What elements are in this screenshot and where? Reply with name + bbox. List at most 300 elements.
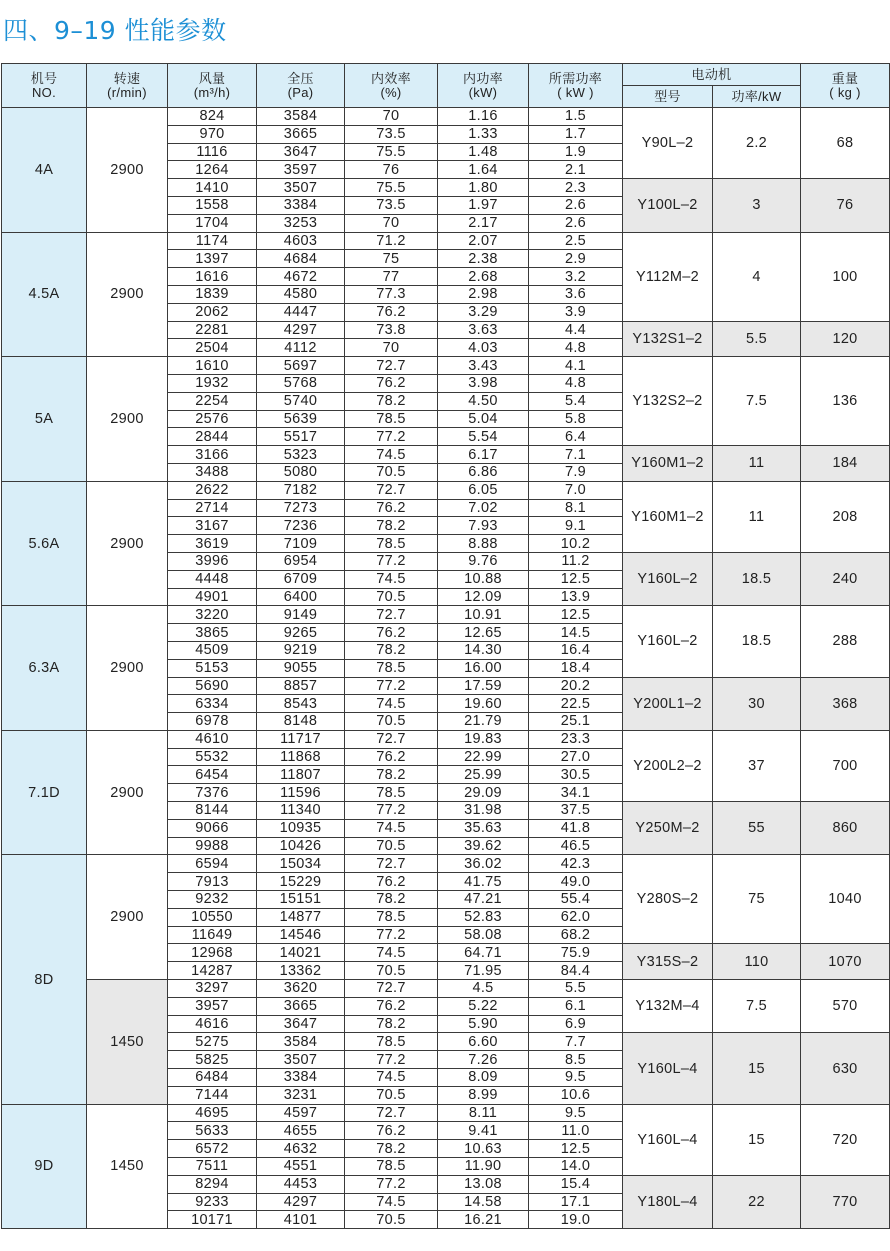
internal-power-cell: 12.65 (438, 624, 529, 642)
efficiency-cell: 75 (345, 250, 438, 268)
required-power-cell: 4.1 (529, 357, 623, 375)
motor-power-cell: 22 (713, 1175, 801, 1228)
internal-power-cell: 7.26 (438, 1051, 529, 1069)
motor-power-cell: 37 (713, 730, 801, 801)
required-power-cell: 7.9 (529, 463, 623, 481)
required-power-cell: 2.3 (529, 179, 623, 197)
airflow-cell: 1616 (168, 268, 257, 286)
internal-power-cell: 1.80 (438, 179, 529, 197)
efficiency-cell: 76.2 (345, 1122, 438, 1140)
pressure-cell: 10935 (257, 819, 345, 837)
efficiency-cell: 78.2 (345, 517, 438, 535)
weight-cell: 120 (801, 321, 890, 357)
pressure-cell: 4632 (257, 1140, 345, 1158)
required-power-cell: 9.5 (529, 1104, 623, 1122)
header-neigonglv (438, 64, 529, 108)
efficiency-cell: 70.5 (345, 837, 438, 855)
required-power-cell: 14.0 (529, 1158, 623, 1176)
airflow-cell: 10171 (168, 1211, 257, 1229)
internal-power-cell: 8.11 (438, 1104, 529, 1122)
speed-cell: 1450 (87, 980, 168, 1105)
internal-power-cell: 16.21 (438, 1211, 529, 1229)
header-suoxu (529, 64, 623, 108)
internal-power-cell: 52.83 (438, 908, 529, 926)
required-power-cell: 27.0 (529, 748, 623, 766)
efficiency-cell: 76 (345, 161, 438, 179)
motor-power-cell: 18.5 (713, 606, 801, 677)
efficiency-cell: 78.5 (345, 535, 438, 553)
efficiency-cell: 70.5 (345, 962, 438, 980)
motor-model-cell: Y132M–4 (623, 980, 713, 1033)
airflow-cell: 8294 (168, 1175, 257, 1193)
efficiency-cell: 70 (345, 214, 438, 232)
internal-power-cell: 3.43 (438, 357, 529, 375)
weight-cell: 1070 (801, 944, 890, 980)
internal-power-cell: 4.03 (438, 339, 529, 357)
airflow-cell: 2844 (168, 428, 257, 446)
efficiency-cell: 74.5 (345, 1193, 438, 1211)
airflow-cell: 7913 (168, 873, 257, 891)
pressure-cell: 4297 (257, 1193, 345, 1211)
pressure-cell: 4101 (257, 1211, 345, 1229)
efficiency-cell: 73.8 (345, 321, 438, 339)
weight-cell: 720 (801, 1104, 890, 1175)
header-zhongliang-label: 重量 (831, 70, 859, 86)
internal-power-cell: 39.62 (438, 837, 529, 855)
internal-power-cell: 17.59 (438, 677, 529, 695)
airflow-cell: 1116 (168, 143, 257, 161)
efficiency-cell: 70 (345, 339, 438, 357)
airflow-cell: 9066 (168, 819, 257, 837)
internal-power-cell: 31.98 (438, 802, 529, 820)
header-jihao-unit: NO. (31, 84, 56, 100)
required-power-cell: 1.7 (529, 125, 623, 143)
pressure-cell: 5697 (257, 357, 345, 375)
airflow-cell: 1264 (168, 161, 257, 179)
efficiency-cell: 78.5 (345, 410, 438, 428)
motor-model-cell: Y160L–4 (623, 1104, 713, 1175)
weight-cell: 136 (801, 357, 890, 446)
header-zhuansu-unit: (r/min) (107, 84, 147, 100)
required-power-cell: 7.7 (529, 1033, 623, 1051)
pressure-cell: 13362 (257, 962, 345, 980)
airflow-cell: 2062 (168, 303, 257, 321)
required-power-cell: 5.5 (529, 980, 623, 998)
header-zhongliang-unit: ( kg ) (829, 84, 861, 100)
required-power-cell: 62.0 (529, 908, 623, 926)
speed-cell: 2900 (87, 606, 168, 731)
pressure-cell: 3647 (257, 1015, 345, 1033)
required-power-cell: 13.9 (529, 588, 623, 606)
required-power-cell: 7.1 (529, 446, 623, 464)
internal-power-cell: 16.00 (438, 659, 529, 677)
internal-power-cell: 19.60 (438, 695, 529, 713)
pressure-cell: 3665 (257, 997, 345, 1015)
speed-cell: 2900 (87, 108, 168, 233)
internal-power-cell: 7.93 (438, 517, 529, 535)
required-power-cell: 11.2 (529, 552, 623, 570)
pressure-cell: 9055 (257, 659, 345, 677)
efficiency-cell: 74.5 (345, 944, 438, 962)
required-power-cell: 23.3 (529, 730, 623, 748)
efficiency-cell: 77.2 (345, 1175, 438, 1193)
required-power-cell: 9.1 (529, 517, 623, 535)
efficiency-cell: 75.5 (345, 179, 438, 197)
efficiency-cell: 76.2 (345, 374, 438, 392)
required-power-cell: 12.5 (529, 606, 623, 624)
airflow-cell: 824 (168, 108, 257, 126)
required-power-cell: 34.1 (529, 784, 623, 802)
pressure-cell: 3507 (257, 179, 345, 197)
airflow-cell: 6454 (168, 766, 257, 784)
airflow-cell: 3619 (168, 535, 257, 553)
airflow-cell: 9232 (168, 891, 257, 909)
efficiency-cell: 76.2 (345, 499, 438, 517)
internal-power-cell: 5.04 (438, 410, 529, 428)
required-power-cell: 37.5 (529, 802, 623, 820)
required-power-cell: 46.5 (529, 837, 623, 855)
header-jihao-label: 机号 (30, 70, 58, 86)
required-power-cell: 6.4 (529, 428, 623, 446)
airflow-cell: 3167 (168, 517, 257, 535)
header-quanya (257, 64, 345, 108)
pressure-cell: 9149 (257, 606, 345, 624)
internal-power-cell: 14.30 (438, 641, 529, 659)
speed-cell: 1450 (87, 1104, 168, 1229)
required-power-cell: 68.2 (529, 926, 623, 944)
pressure-cell: 4447 (257, 303, 345, 321)
airflow-cell: 7144 (168, 1086, 257, 1104)
table-row (2, 357, 890, 375)
airflow-cell: 1932 (168, 374, 257, 392)
table-row (2, 730, 890, 748)
motor-model-cell: Y112M–2 (623, 232, 713, 321)
internal-power-cell: 64.71 (438, 944, 529, 962)
airflow-cell: 970 (168, 125, 257, 143)
internal-power-cell: 5.22 (438, 997, 529, 1015)
airflow-cell: 5825 (168, 1051, 257, 1069)
airflow-cell: 4695 (168, 1104, 257, 1122)
airflow-cell: 5690 (168, 677, 257, 695)
table-row (2, 855, 890, 873)
pressure-cell: 3231 (257, 1086, 345, 1104)
airflow-cell: 1610 (168, 357, 257, 375)
motor-model-cell: Y90L–2 (623, 108, 713, 179)
internal-power-cell: 5.90 (438, 1015, 529, 1033)
internal-power-cell: 71.95 (438, 962, 529, 980)
airflow-cell: 1174 (168, 232, 257, 250)
motor-model-cell: Y160L–2 (623, 552, 713, 605)
required-power-cell: 4.8 (529, 374, 623, 392)
airflow-cell: 3488 (168, 463, 257, 481)
pressure-cell: 3665 (257, 125, 345, 143)
internal-power-cell: 8.88 (438, 535, 529, 553)
motor-model-cell: Y160L–4 (623, 1033, 713, 1104)
header-xinghao: 型号 (623, 86, 713, 108)
required-power-cell: 2.1 (529, 161, 623, 179)
internal-power-cell: 1.48 (438, 143, 529, 161)
internal-power-cell: 4.50 (438, 392, 529, 410)
table-row (2, 606, 890, 624)
efficiency-cell: 77.2 (345, 428, 438, 446)
airflow-cell: 4610 (168, 730, 257, 748)
efficiency-cell: 78.2 (345, 1015, 438, 1033)
efficiency-cell: 72.7 (345, 730, 438, 748)
airflow-cell: 12968 (168, 944, 257, 962)
internal-power-cell: 10.91 (438, 606, 529, 624)
required-power-cell: 14.5 (529, 624, 623, 642)
pressure-cell: 11596 (257, 784, 345, 802)
airflow-cell: 2281 (168, 321, 257, 339)
table-row (2, 1104, 890, 1122)
pressure-cell: 9265 (257, 624, 345, 642)
motor-power-cell: 5.5 (713, 321, 801, 357)
internal-power-cell: 13.08 (438, 1175, 529, 1193)
required-power-cell: 12.5 (529, 1140, 623, 1158)
internal-power-cell: 6.86 (438, 463, 529, 481)
required-power-cell: 18.4 (529, 659, 623, 677)
header-gonglv: 功率/kW (713, 86, 801, 108)
motor-model-cell: Y160M1–2 (623, 446, 713, 482)
motor-model-cell: Y132S1–2 (623, 321, 713, 357)
required-power-cell: 25.1 (529, 713, 623, 731)
motor-model-cell: Y200L1–2 (623, 677, 713, 730)
pressure-cell: 4297 (257, 321, 345, 339)
airflow-cell: 5275 (168, 1033, 257, 1051)
header-suoxu-unit: ( kW ) (557, 84, 594, 100)
speed-cell: 2900 (87, 357, 168, 482)
table-row (2, 232, 890, 250)
header-suoxu-label: 所需功率 (548, 70, 603, 86)
pressure-cell: 11340 (257, 802, 345, 820)
motor-power-cell: 2.2 (713, 108, 801, 179)
table-body (2, 108, 890, 1229)
required-power-cell: 19.0 (529, 1211, 623, 1229)
efficiency-cell: 78.2 (345, 891, 438, 909)
required-power-cell: 2.5 (529, 232, 623, 250)
airflow-cell: 3996 (168, 552, 257, 570)
pressure-cell: 3584 (257, 108, 345, 126)
airflow-cell: 2576 (168, 410, 257, 428)
pressure-cell: 15229 (257, 873, 345, 891)
weight-cell: 700 (801, 730, 890, 801)
motor-model-cell: Y315S–2 (623, 944, 713, 980)
required-power-cell: 7.0 (529, 481, 623, 499)
airflow-cell: 6594 (168, 855, 257, 873)
efficiency-cell: 72.7 (345, 606, 438, 624)
efficiency-cell: 75.5 (345, 143, 438, 161)
airflow-cell: 3957 (168, 997, 257, 1015)
airflow-cell: 11649 (168, 926, 257, 944)
motor-model-cell: Y200L2–2 (623, 730, 713, 801)
internal-power-cell: 3.63 (438, 321, 529, 339)
airflow-cell: 5532 (168, 748, 257, 766)
internal-power-cell: 9.76 (438, 552, 529, 570)
efficiency-cell: 77 (345, 268, 438, 286)
header-quanya-unit: (Pa) (287, 84, 314, 100)
airflow-cell: 3297 (168, 980, 257, 998)
internal-power-cell: 14.58 (438, 1193, 529, 1211)
internal-power-cell: 4.5 (438, 980, 529, 998)
efficiency-cell: 74.5 (345, 1069, 438, 1087)
required-power-cell: 9.5 (529, 1069, 623, 1087)
efficiency-cell: 70.5 (345, 1211, 438, 1229)
speed-cell: 2900 (87, 730, 168, 855)
internal-power-cell: 36.02 (438, 855, 529, 873)
airflow-cell: 1704 (168, 214, 257, 232)
airflow-cell: 5153 (168, 659, 257, 677)
internal-power-cell: 1.64 (438, 161, 529, 179)
internal-power-cell: 1.97 (438, 196, 529, 214)
required-power-cell: 11.0 (529, 1122, 623, 1140)
efficiency-cell: 78.2 (345, 392, 438, 410)
pressure-cell: 3647 (257, 143, 345, 161)
weight-cell: 368 (801, 677, 890, 730)
internal-power-cell: 29.09 (438, 784, 529, 802)
internal-power-cell: 3.29 (438, 303, 529, 321)
motor-model-cell: Y250M–2 (623, 802, 713, 855)
header-zhongliang (801, 64, 890, 108)
internal-power-cell: 22.99 (438, 748, 529, 766)
pressure-cell: 6954 (257, 552, 345, 570)
efficiency-cell: 77.3 (345, 285, 438, 303)
airflow-cell: 9233 (168, 1193, 257, 1211)
weight-cell: 770 (801, 1175, 890, 1228)
efficiency-cell: 77.2 (345, 677, 438, 695)
internal-power-cell: 6.17 (438, 446, 529, 464)
airflow-cell: 1410 (168, 179, 257, 197)
pressure-cell: 4112 (257, 339, 345, 357)
pressure-cell: 5323 (257, 446, 345, 464)
airflow-cell: 9988 (168, 837, 257, 855)
header-zhuansu (87, 64, 168, 108)
airflow-cell: 6484 (168, 1069, 257, 1087)
motor-power-cell: 15 (713, 1033, 801, 1104)
efficiency-cell: 77.2 (345, 1051, 438, 1069)
airflow-cell: 8144 (168, 802, 257, 820)
required-power-cell: 3.9 (529, 303, 623, 321)
internal-power-cell: 2.98 (438, 285, 529, 303)
required-power-cell: 22.5 (529, 695, 623, 713)
weight-cell: 208 (801, 481, 890, 552)
motor-power-cell: 7.5 (713, 357, 801, 446)
model-no-cell: 4A (2, 108, 87, 233)
pressure-cell: 14546 (257, 926, 345, 944)
pressure-cell: 14021 (257, 944, 345, 962)
internal-power-cell: 11.90 (438, 1158, 529, 1176)
required-power-cell: 16.4 (529, 641, 623, 659)
model-no-cell: 8D (2, 855, 87, 1104)
pressure-cell: 6400 (257, 588, 345, 606)
efficiency-cell: 72.7 (345, 855, 438, 873)
model-no-cell: 4.5A (2, 232, 87, 357)
internal-power-cell: 2.07 (438, 232, 529, 250)
pressure-cell: 3584 (257, 1033, 345, 1051)
efficiency-cell: 70.5 (345, 463, 438, 481)
required-power-cell: 6.1 (529, 997, 623, 1015)
pressure-cell: 15151 (257, 891, 345, 909)
efficiency-cell: 70.5 (345, 588, 438, 606)
internal-power-cell: 2.38 (438, 250, 529, 268)
efficiency-cell: 78.5 (345, 784, 438, 802)
airflow-cell: 1558 (168, 196, 257, 214)
weight-cell: 68 (801, 108, 890, 179)
pressure-cell: 3620 (257, 980, 345, 998)
efficiency-cell: 70.5 (345, 713, 438, 731)
required-power-cell: 2.6 (529, 196, 623, 214)
efficiency-cell: 76.2 (345, 624, 438, 642)
pressure-cell: 4580 (257, 285, 345, 303)
internal-power-cell: 8.09 (438, 1069, 529, 1087)
internal-power-cell: 12.09 (438, 588, 529, 606)
required-power-cell: 12.5 (529, 570, 623, 588)
pressure-cell: 7109 (257, 535, 345, 553)
table-header (2, 64, 890, 108)
efficiency-cell: 70 (345, 108, 438, 126)
motor-power-cell: 11 (713, 446, 801, 482)
header-neixiaolv (345, 64, 438, 108)
airflow-cell: 7376 (168, 784, 257, 802)
airflow-cell: 1839 (168, 285, 257, 303)
motor-power-cell: 110 (713, 944, 801, 980)
internal-power-cell: 6.60 (438, 1033, 529, 1051)
internal-power-cell: 35.63 (438, 819, 529, 837)
airflow-cell: 1397 (168, 250, 257, 268)
required-power-cell: 2.9 (529, 250, 623, 268)
internal-power-cell: 25.99 (438, 766, 529, 784)
pressure-cell: 5517 (257, 428, 345, 446)
pressure-cell: 4603 (257, 232, 345, 250)
required-power-cell: 41.8 (529, 819, 623, 837)
efficiency-cell: 74.5 (345, 570, 438, 588)
weight-cell: 630 (801, 1033, 890, 1104)
airflow-cell: 7511 (168, 1158, 257, 1176)
efficiency-cell: 72.7 (345, 481, 438, 499)
required-power-cell: 30.5 (529, 766, 623, 784)
header-fengliang-unit: (m³/h) (193, 84, 231, 100)
internal-power-cell: 58.08 (438, 926, 529, 944)
airflow-cell: 2504 (168, 339, 257, 357)
motor-model-cell: Y280S–2 (623, 855, 713, 944)
airflow-cell: 6334 (168, 695, 257, 713)
internal-power-cell: 9.41 (438, 1122, 529, 1140)
pressure-cell: 7273 (257, 499, 345, 517)
header-neixiaolv-unit: (%) (380, 84, 402, 100)
pressure-cell: 4453 (257, 1175, 345, 1193)
motor-power-cell: 30 (713, 677, 801, 730)
internal-power-cell: 7.02 (438, 499, 529, 517)
pressure-cell: 4655 (257, 1122, 345, 1140)
pressure-cell: 4551 (257, 1158, 345, 1176)
internal-power-cell: 2.17 (438, 214, 529, 232)
header-quanya-label: 全压 (287, 70, 314, 86)
weight-cell: 100 (801, 232, 890, 321)
required-power-cell: 1.5 (529, 108, 623, 126)
internal-power-cell: 10.88 (438, 570, 529, 588)
pressure-cell: 5639 (257, 410, 345, 428)
pressure-cell: 4672 (257, 268, 345, 286)
airflow-cell: 4616 (168, 1015, 257, 1033)
efficiency-cell: 78.5 (345, 1033, 438, 1051)
internal-power-cell: 6.05 (438, 481, 529, 499)
airflow-cell: 4448 (168, 570, 257, 588)
weight-cell: 570 (801, 980, 890, 1033)
required-power-cell: 17.1 (529, 1193, 623, 1211)
pressure-cell: 4597 (257, 1104, 345, 1122)
efficiency-cell: 78.5 (345, 908, 438, 926)
weight-cell: 288 (801, 606, 890, 677)
efficiency-cell: 77.2 (345, 802, 438, 820)
